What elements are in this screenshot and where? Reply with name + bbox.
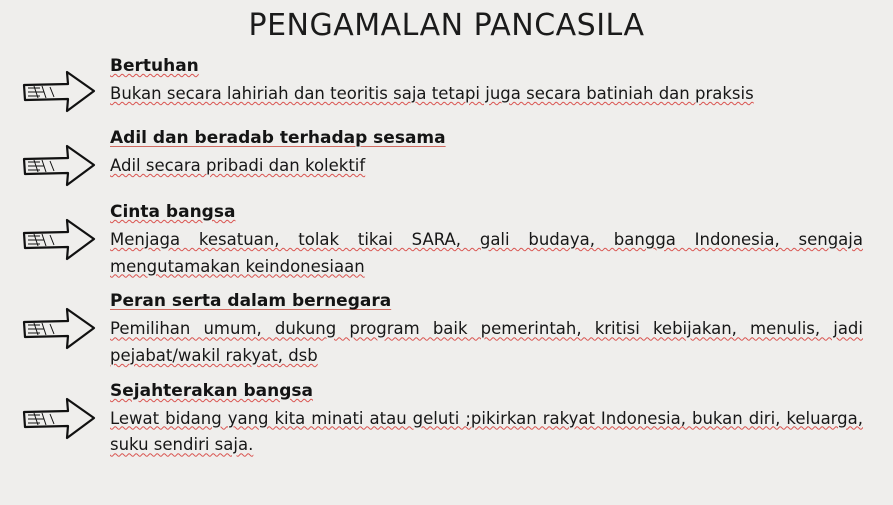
item-body: Adil secara pribadi dan kolektif — [110, 155, 366, 175]
item-heading: Bertuhan — [110, 56, 199, 76]
item-heading: Peran serta dalam bernegara — [110, 291, 392, 312]
item-heading: Cinta bangsa — [110, 202, 236, 222]
text-cell — [110, 290, 871, 369]
list-item — [8, 290, 871, 369]
arrow-cell — [8, 127, 110, 191]
item-list — [0, 53, 893, 459]
block-arrow-right-icon — [20, 215, 98, 265]
block-arrow-right-icon — [20, 67, 98, 117]
list-item — [8, 127, 871, 191]
list-item — [8, 53, 871, 117]
arrow-cell — [8, 290, 110, 354]
arrow-cell — [8, 53, 110, 117]
text-cell — [110, 201, 871, 280]
item-body: Lewat bidang yang kita minati atau geluti ;pikirkan rakyat Indonesia, bukan diri, keluarga, suku sendiri saja. — [110, 408, 863, 455]
item-heading: Sejahterakan bangsa — [110, 380, 313, 401]
item-body: Bukan secara lahiriah dan teoritis saja tetapi juga secara batiniah dan praksis — [110, 83, 754, 103]
page-title: PENGAMALAN PANCASILA — [248, 8, 645, 43]
item-heading: Adil dan beradab terhadap sesama — [110, 128, 446, 148]
item-body: Pemilihan umum, dukung program baik pemerintah, kritisi kebijakan, menulis, jadi pejabat/wakil rakyat, dsb — [110, 319, 863, 366]
block-arrow-right-icon — [20, 394, 98, 444]
block-arrow-right-icon — [20, 141, 98, 191]
list-item — [8, 201, 871, 280]
text-cell — [110, 53, 871, 108]
text-cell — [110, 127, 871, 180]
item-body: Menjaga kesatuan, tolak tikai SARA, gali budaya, bangga Indonesia, sengaja mengutamakan keindonesiaan — [110, 229, 863, 276]
text-cell — [110, 380, 871, 459]
block-arrow-right-icon — [20, 304, 98, 354]
arrow-cell — [8, 380, 110, 444]
list-item — [8, 380, 871, 459]
arrow-cell — [8, 201, 110, 265]
